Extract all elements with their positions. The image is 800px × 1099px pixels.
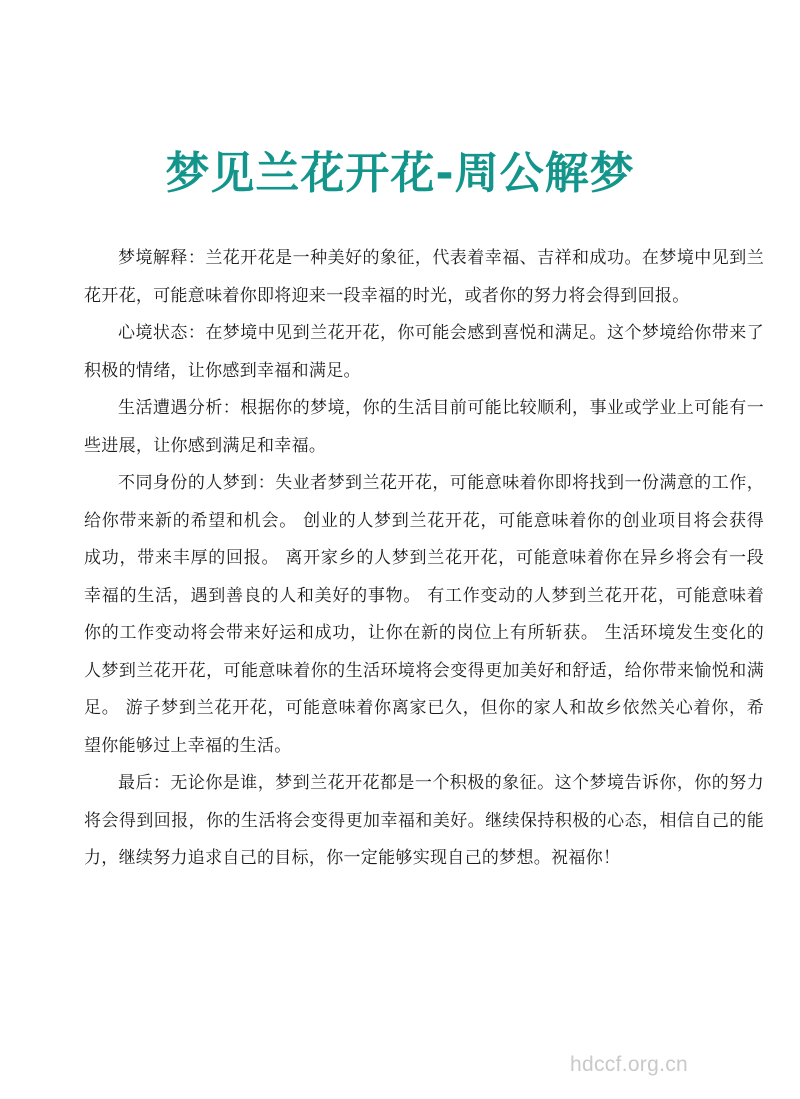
site-watermark: hdccf.org.cn — [570, 1053, 688, 1076]
paragraph-life-analysis: 生活遭遇分析：根据你的梦境，你的生活目前可能比较顺利，事业或学业上可能有一些进展，让你感到满足和幸福。 — [84, 398, 764, 456]
page-title: 梦见兰花开花-周公解梦 — [165, 148, 635, 199]
article-body — [84, 240, 764, 878]
paragraph-mood-state: 心境状态：在梦境中见到兰花开花，你可能会感到喜悦和满足。这个梦境给你带来了积极的情绪，让你感到幸福和满足。 — [84, 323, 764, 381]
paragraph-dream-interpretation: 梦境解释：兰花开花是一种美好的象征，代表着幸福、吉祥和成功。在梦境中见到兰花开花，可能意味着你即将迎来一段幸福的时光，或者你的努力将会得到回报。 — [84, 248, 764, 306]
paragraph-conclusion: 最后：无论你是谁，梦到兰花开花都是一个积极的象征。这个梦境告诉你，你的努力将会得到回报，你的生活将会变得更加幸福和美好。继续保持积极的心态，相信自己的能力，继续努力追求自己的目标，你一定能够实现自己的梦想。祝福你！ — [84, 773, 764, 868]
paragraph-different-identities: 不同身份的人梦到：失业者梦到兰花开花，可能意味着你即将找到一份满意的工作，给你带来新的希望和机会。 创业的人梦到兰花开花，可能意味着你的创业项目将会获得成功，带来丰厚的回报。 离开家乡的人梦到兰花开花，可能意味着你在异乡将会有一段幸福的生活，遇到善良的人和美好的事物。 有工作变动的人梦到兰花开花，可能意味着你的工作变动将会带来好运和成功，让你在新的岗位上有所斩获。 生活环境发生变化的人梦到兰花开花，可能意味着你的生活环境将会变得更加美好和舒适，给你带来愉悦和满足。 游子梦到兰花开花，可能意味着你离家已久，但你的家人和故乡依然关心着你，希望你能够过上幸福的生活。 — [84, 473, 764, 756]
